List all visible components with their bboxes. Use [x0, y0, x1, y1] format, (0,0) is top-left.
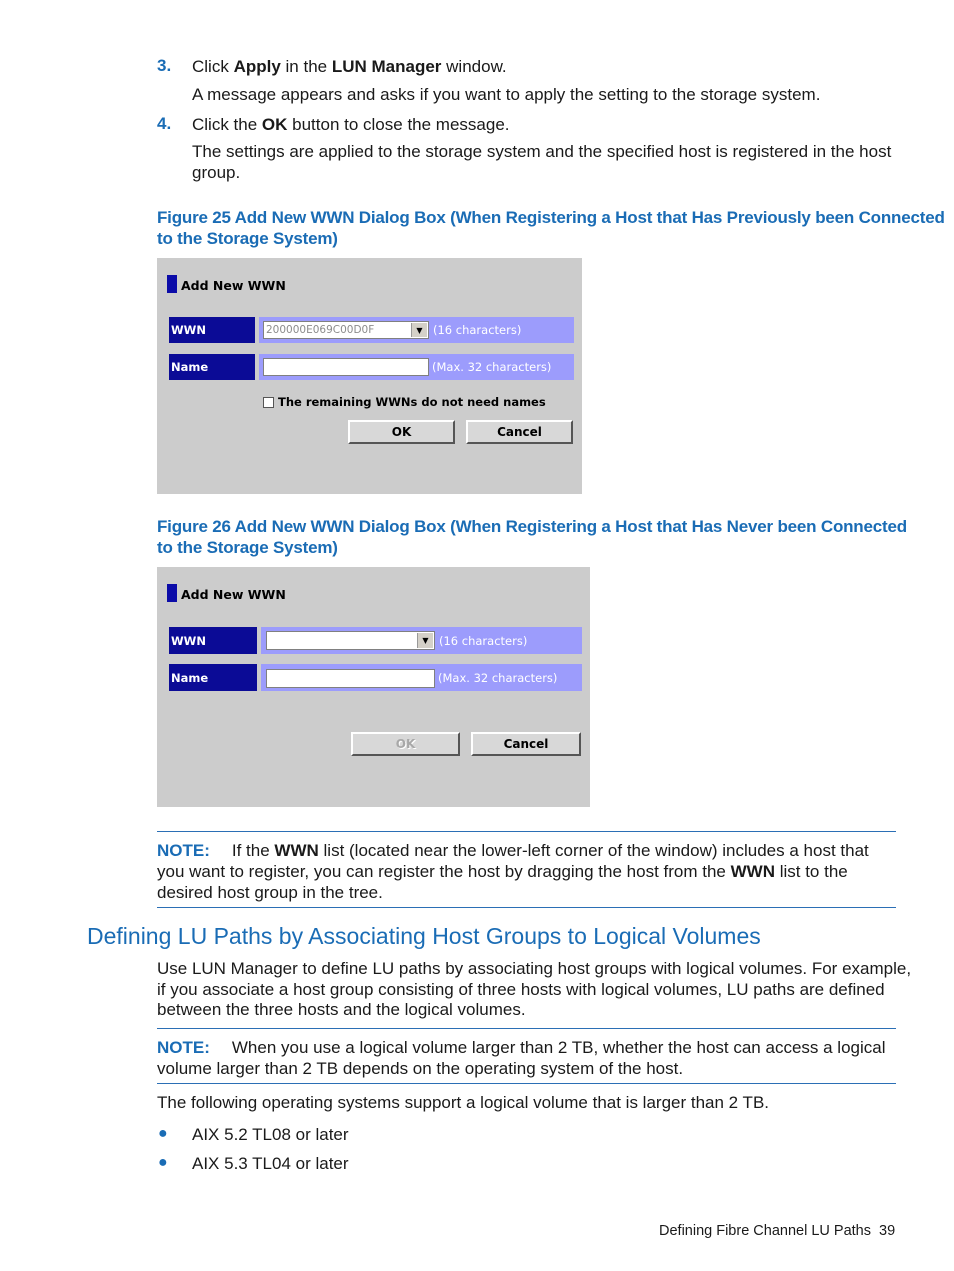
name-hint: (Max. 32 characters)	[438, 671, 558, 685]
paragraph-line: if you associate a host group consisting of three hosts with logical volumes, LU paths are defined	[157, 980, 885, 999]
note-rule-top	[157, 831, 896, 832]
paragraph-line: Use LUN Manager to define LU paths by associating host groups with logical volumes. For example,	[157, 959, 912, 978]
dialog-title: Add New WWN	[181, 587, 286, 602]
figure-caption: to the Storage System)	[157, 229, 338, 248]
title-marker	[167, 584, 177, 602]
note-line	[157, 840, 869, 861]
name-input[interactable]	[266, 669, 435, 688]
step-text-part: Click	[192, 57, 234, 76]
step-number: 3.	[157, 56, 172, 75]
chevron-down-icon[interactable]: ▼	[411, 323, 427, 337]
bullet-icon: ●	[158, 1125, 168, 1142]
note-text: When you use a logical volume larger than 2 TB, whether the host can access a logical	[231, 1038, 886, 1057]
step-text-part: button to close the message.	[287, 115, 510, 134]
note-label: NOTE:	[157, 841, 210, 860]
note-text: list (located near the lower-left corner of the window) includes a host that	[318, 841, 869, 860]
lun-manager-term: LUN Manager	[331, 57, 442, 76]
step-result: group.	[192, 163, 241, 182]
ok-button[interactable]: OK	[351, 732, 460, 756]
note-line	[157, 1037, 886, 1058]
note-text: list to the	[774, 862, 848, 881]
note-line	[157, 861, 848, 882]
wwn-combobox[interactable]	[263, 321, 429, 339]
name-label: Name	[169, 664, 257, 691]
wwn-value: 200000E069C00D0F	[266, 324, 375, 336]
step-text-part: in the	[280, 57, 332, 76]
wwn-term: WWN	[730, 862, 775, 881]
step-result: A message appears and asks if you want to apply the setting to the storage system.	[192, 85, 821, 104]
name-label: Name	[169, 354, 255, 380]
apply-term: Apply	[233, 57, 281, 76]
cancel-button[interactable]: Cancel	[471, 732, 581, 756]
step-result: The settings are applied to the storage system and the specified host is registered in the host	[192, 142, 892, 161]
section-heading: Defining LU Paths by Associating Host Groups to Logical Volumes	[87, 923, 761, 949]
wwn-label: WWN	[169, 627, 257, 654]
note-rule-top	[157, 1028, 896, 1029]
page-number: 39	[879, 1223, 896, 1239]
title-marker	[167, 275, 177, 293]
wwn-combobox[interactable]	[266, 631, 435, 650]
note-line: desired host group in the tree.	[157, 883, 383, 902]
name-hint: (Max. 32 characters)	[432, 360, 552, 374]
remaining-wwns-checkbox[interactable]	[263, 397, 274, 408]
footer-title: Defining Fibre Channel LU Paths	[659, 1223, 871, 1239]
bullet-icon: ●	[158, 1154, 168, 1171]
step-number: 4.	[157, 114, 172, 133]
ok-term: OK	[261, 115, 288, 134]
wwn-label: WWN	[169, 317, 255, 343]
note-rule-bottom	[157, 1083, 896, 1084]
note-line: volume larger than 2 TB depends on the operating system of the host.	[157, 1059, 684, 1078]
ok-button[interactable]: OK	[348, 420, 455, 444]
chevron-down-icon[interactable]: ▼	[417, 633, 433, 648]
list-item: AIX 5.2 TL08 or later	[192, 1125, 349, 1144]
figure-caption: Figure 25 Add New WWN Dialog Box (When Registering a Host that Has Previously been Connected	[157, 208, 945, 227]
cancel-button[interactable]: Cancel	[466, 420, 573, 444]
note-label: NOTE:	[157, 1038, 210, 1057]
step-text	[192, 114, 510, 135]
figure-caption: to the Storage System)	[157, 538, 338, 557]
note-text: If the	[231, 841, 275, 860]
add-new-wwn-dialog	[157, 258, 582, 494]
wwn-hint: (16 characters)	[433, 323, 522, 337]
figure-caption: Figure 26 Add New WWN Dialog Box (When Registering a Host that Has Never been Connected	[157, 517, 907, 536]
note-rule-bottom	[157, 907, 896, 908]
wwn-hint: (16 characters)	[439, 634, 528, 648]
add-new-wwn-dialog	[157, 567, 590, 807]
list-item: AIX 5.3 TL04 or later	[192, 1154, 349, 1173]
step-text	[192, 56, 507, 77]
checkbox-label: The remaining WWNs do not need names	[278, 395, 546, 409]
step-text-part: Click the	[192, 115, 262, 134]
step-text-part: window.	[441, 57, 507, 76]
paragraph-line: The following operating systems support a logical volume that is larger than 2 TB.	[157, 1093, 769, 1112]
note-text: you want to register, you can register the host by dragging the host from the	[157, 862, 731, 881]
paragraph-line: between the three hosts and the logical volumes.	[157, 1000, 526, 1019]
name-input[interactable]	[263, 358, 429, 376]
wwn-term: WWN	[274, 841, 319, 860]
dialog-title: Add New WWN	[181, 278, 286, 293]
